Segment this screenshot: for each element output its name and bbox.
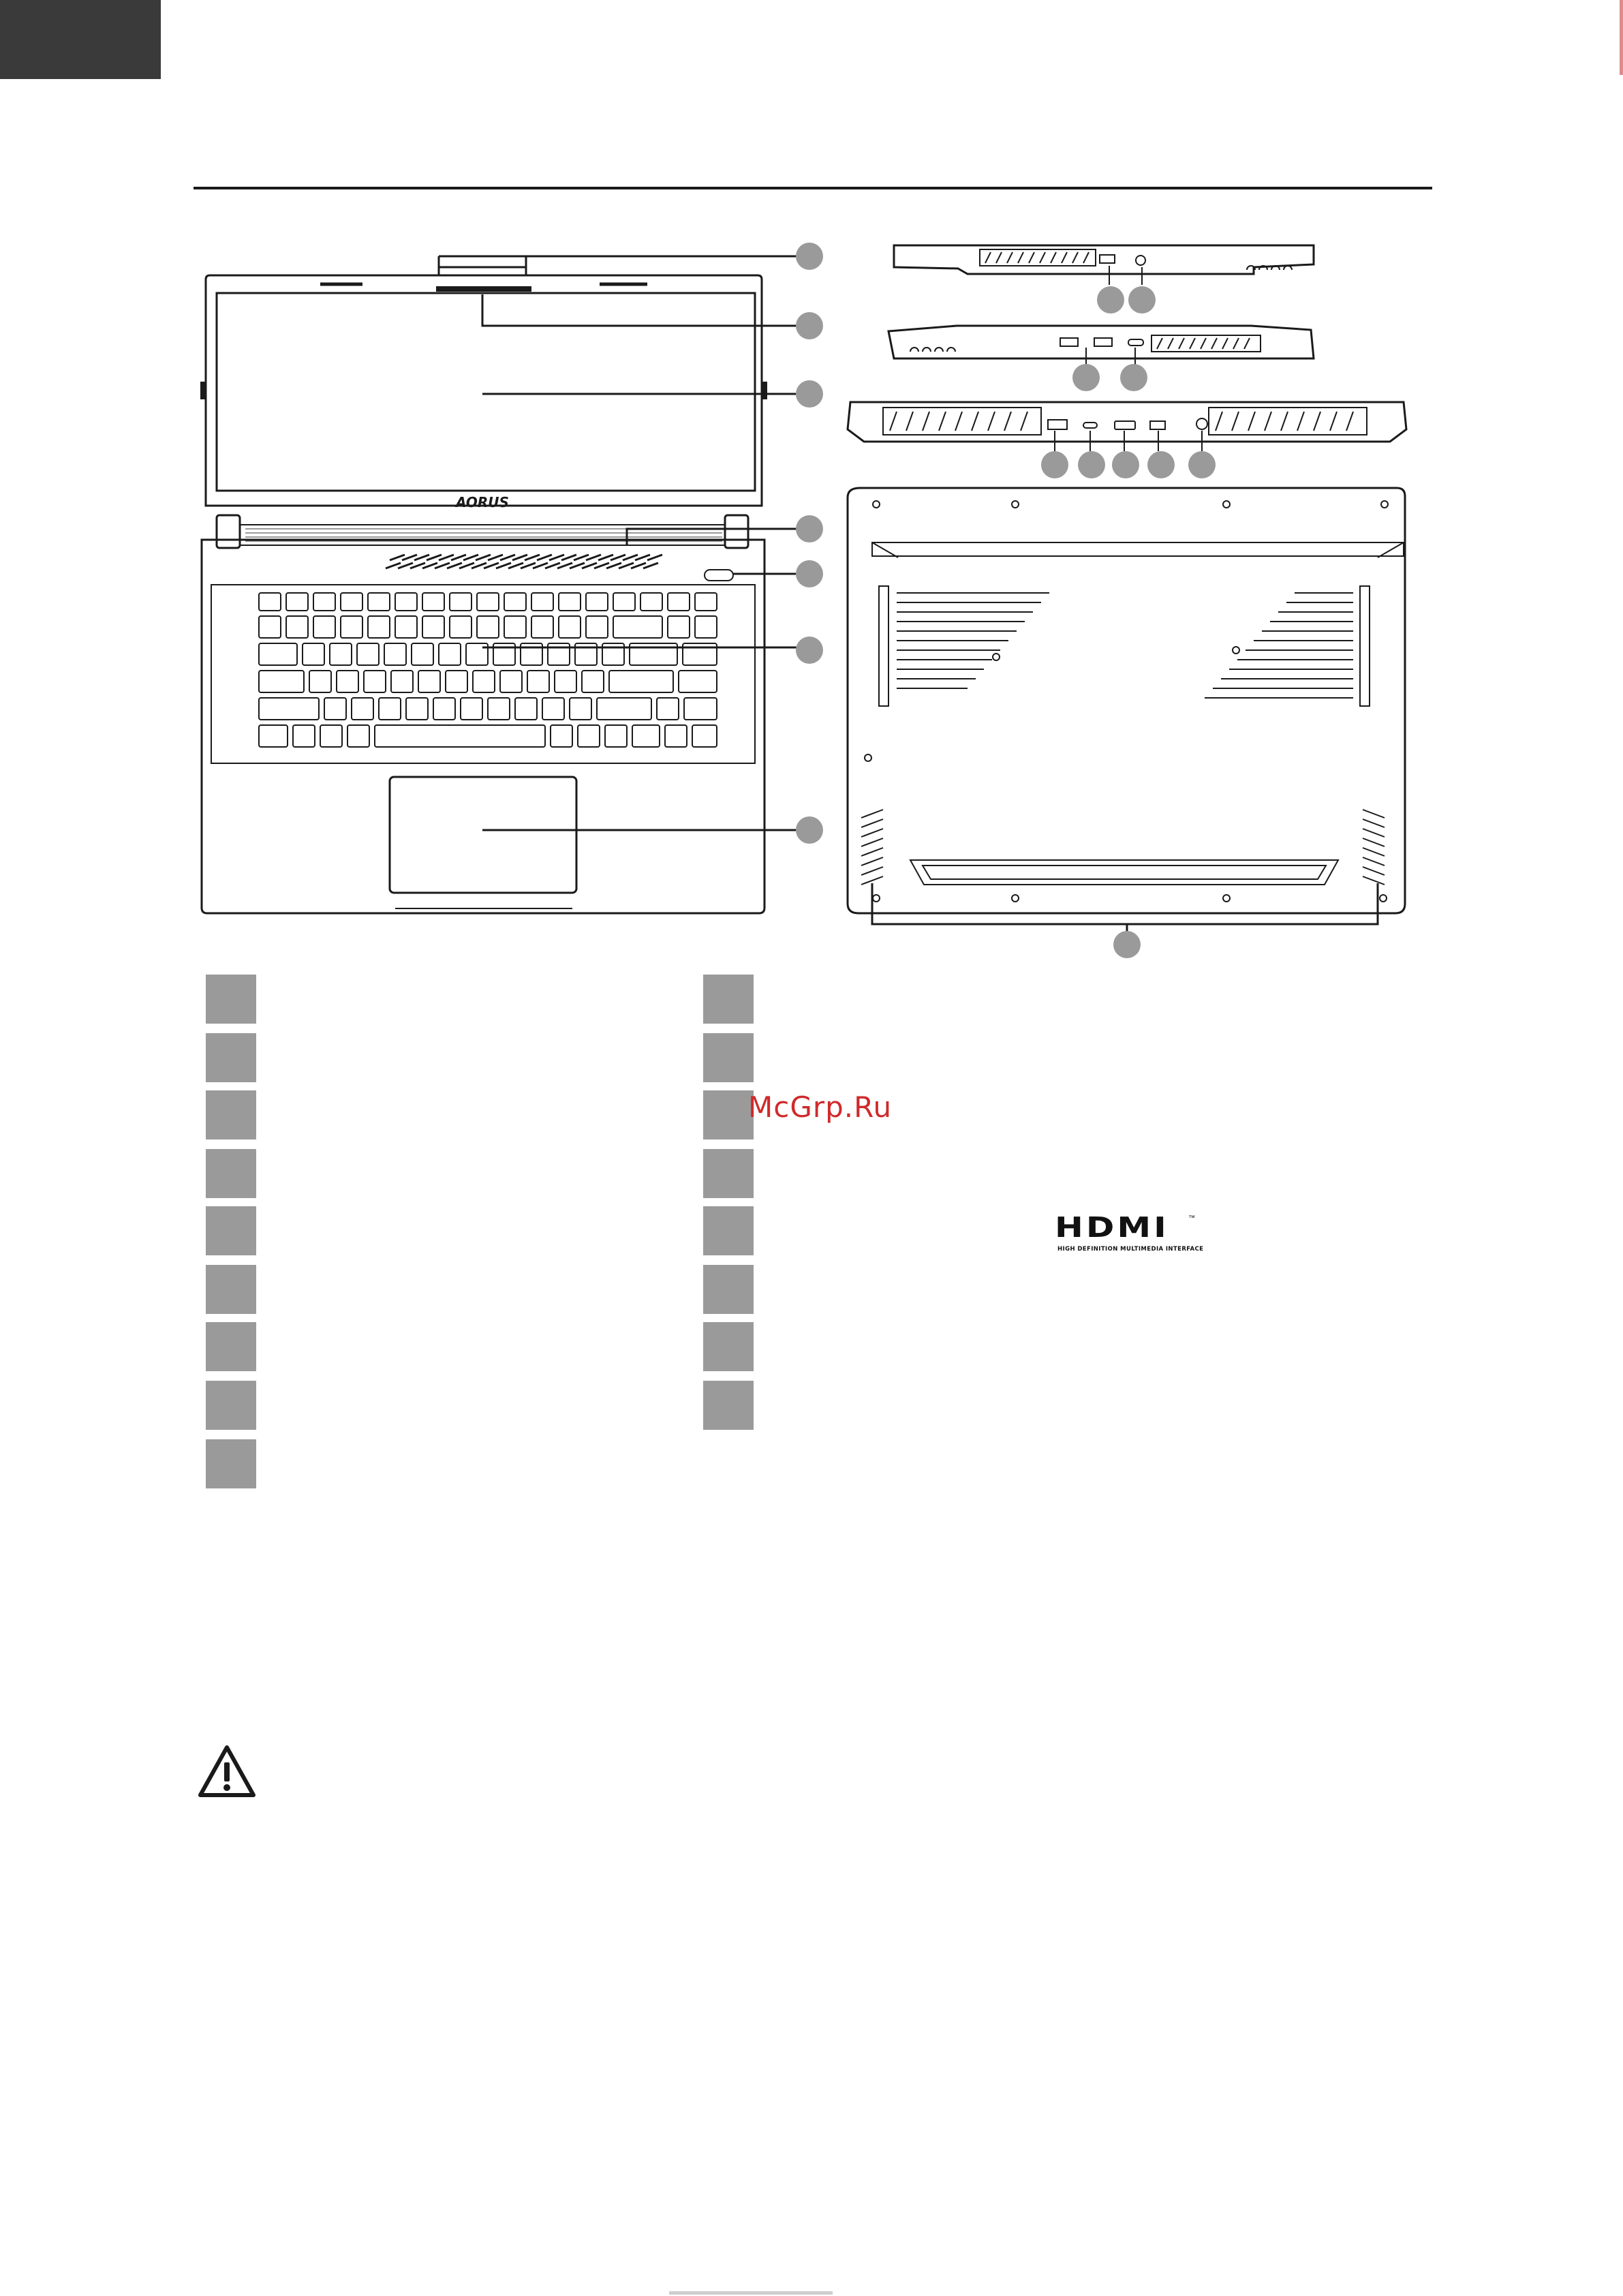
legend-box-11 xyxy=(703,1033,754,1082)
front-leaders xyxy=(439,256,797,830)
power-button xyxy=(705,570,733,581)
lid-outline xyxy=(206,275,762,506)
rear-view xyxy=(848,402,1406,478)
legend-box-5 xyxy=(206,1206,256,1255)
legend-box-1 xyxy=(206,975,256,1024)
legend-box-8 xyxy=(206,1381,256,1430)
brand-logo: AORUS xyxy=(456,494,509,510)
legend-box-13 xyxy=(703,1149,754,1198)
front-callouts xyxy=(796,243,823,844)
hdmi-trademark: ™ xyxy=(1188,1214,1195,1222)
keyboard-vent xyxy=(386,555,662,568)
legend-box-2 xyxy=(206,1033,256,1082)
legend-box-16 xyxy=(703,1322,754,1371)
display-panel xyxy=(217,293,755,491)
laptop-diagram xyxy=(0,0,1623,968)
right-side-view xyxy=(888,326,1314,391)
watermark-link[interactable]: McGrp.Ru xyxy=(748,1090,893,1124)
keyboard xyxy=(259,593,717,747)
hdmi-tagline: HIGH DEFINITION MULTIMEDIA INTERFACE xyxy=(1057,1246,1204,1253)
laptop-front-view xyxy=(200,243,823,913)
warning-icon xyxy=(196,1743,258,1799)
hdmi-logo xyxy=(1055,1211,1204,1257)
legend-box-9 xyxy=(206,1439,256,1488)
legend-box-3 xyxy=(206,1090,256,1139)
legend-box-14 xyxy=(703,1206,754,1255)
footer-mark xyxy=(669,2291,833,2295)
legend-box-6 xyxy=(206,1265,256,1314)
bottom-view xyxy=(848,488,1405,958)
legend-box-7 xyxy=(206,1322,256,1371)
legend-box-10 xyxy=(703,975,754,1024)
legend-box-15 xyxy=(703,1265,754,1314)
legend-box-12 xyxy=(703,1090,754,1139)
webcam-bar xyxy=(436,286,531,292)
hdmi-word: HDMI xyxy=(1055,1211,1169,1244)
touchpad xyxy=(390,777,576,893)
left-side-view xyxy=(894,245,1314,313)
legend-box-4 xyxy=(206,1149,256,1198)
legend-box-17 xyxy=(703,1381,754,1430)
